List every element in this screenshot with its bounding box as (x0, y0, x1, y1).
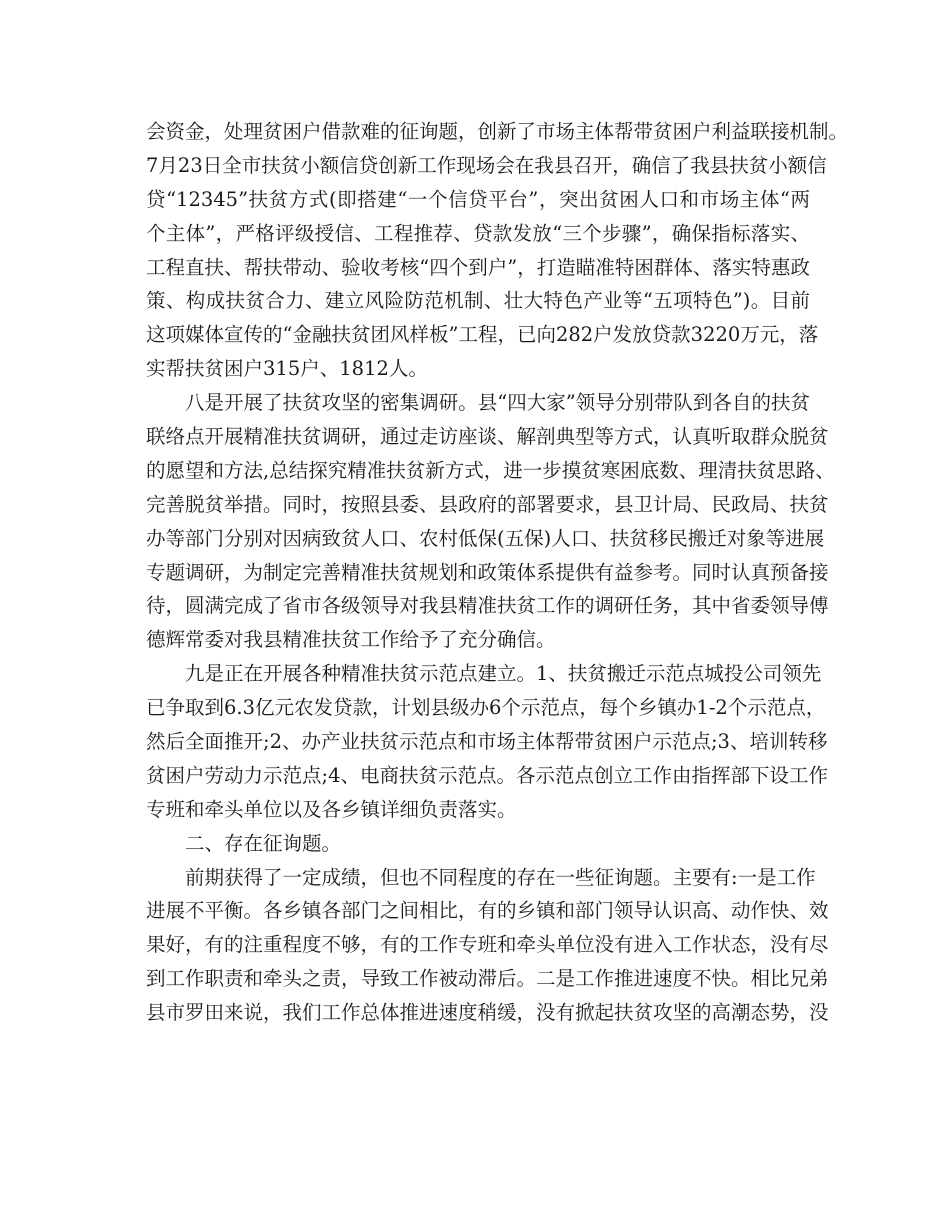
text-line: 八是开展了扶贫攻坚的密集调研。县“四大家”领导分别带队到各自的扶贫 (185, 391, 810, 415)
text-line: 策、构成扶贫合力、建立风险防范机制、壮大特色产业等“五项特色”)。目前 (146, 289, 810, 313)
text-line: 的愿望和方法,总结探究精准扶贫新方式，进一步摸贫寒困底数、理清扶贫思路、 (146, 458, 835, 482)
text-line: 专班和牵头单位以及各乡镇详细负责落实。 (146, 797, 517, 821)
text-line: 贷“12345”扶贫方式(即搭建“一个信贷平台”，突出贫困人口和市场主体“两 (146, 187, 810, 211)
text-line: 联络点开展精准扶贫调研，通过走访座谈、解剖典型等方式，认真听取群众脱贫 (146, 425, 829, 449)
text-line: 进展不平衡。各乡镇各部门之间相比，有的乡镇和部门领导认识高、动作快、效 (146, 899, 829, 923)
text-line: 德辉常委对我县精准扶贫工作给予了充分确信。 (146, 628, 556, 652)
text-line: 7月23日全市扶贫小额信贷创新工作现场会在我县召开，确信了我县扶贫小额信 (146, 153, 827, 177)
text-line: 个主体”，严格评级授信、工程推荐、贷款发放“三个步骤”，确保指标落实、 (146, 221, 810, 245)
text-line: 县市罗田来说，我们工作总体推进速度稍缓，没有掀起扶贫攻坚的高潮态势，没 (146, 1001, 829, 1025)
text-line: 办等部门分别对因病致贫人口、农村低保(五保)人口、扶贫移民搬迁对象等进展 (146, 526, 825, 550)
text-line: 这项媒体宣传的“金融扶贫团风样板”工程，已向282户发放贷款3220万元，落 (146, 323, 819, 347)
text-line: 会资金，处理贫困户借款难的征询题，创新了市场主体帮带贫困户利益联接机制。 (146, 120, 849, 143)
text-line: 完善脱贫举措。同时，按照县委、县政府的部署要求，县卫计局、民政局、扶贫 (146, 492, 829, 516)
text-line: 专题调研，为制定完善精准扶贫规划和政策体系提供有益参考。同时认真预备接 (146, 560, 829, 584)
text-line: 到工作职责和牵头之责，导致工作被动滞后。二是工作推进速度不快。相比兄弟 (146, 967, 829, 991)
text-line: 前期获得了一定成绩，但也不同程度的存在一些征询题。主要有:一是工作 (185, 865, 816, 889)
text-line: 实帮扶贫困户315户、1812人。 (146, 357, 428, 381)
document-body (146, 115, 849, 1030)
text-line: 工程直扶、帮扶带动、验收考核“四个到户”，打造瞄准特困群体、落实特惠政 (146, 255, 810, 279)
text-line: 已争取到6.3亿元农发贷款，计划县级办6个示范点，每个乡镇办1-2个示范点， (146, 696, 826, 720)
text-line: 然后全面推开;2、办产业扶贫示范点和市场主体帮带贫困户示范点;3、培训转移 (146, 730, 828, 754)
text-line: 待，圆满完成了省市各级领导对我县精准扶贫工作的调研任务，其中省委领导傅 (146, 594, 829, 618)
text-line: 二、存在征询题。 (185, 831, 342, 855)
text-line: 九是正在开展各种精准扶贫示范点建立。1、扶贫搬迁示范点城投公司领先 (185, 662, 822, 686)
text-line: 果好，有的注重程度不够，有的工作专班和牵头单位没有进入工作状态，没有尽 (146, 933, 829, 957)
text-line: 贫困户劳动力示范点;4、电商扶贫示范点。各示范点创立工作由指挥部下设工作 (146, 763, 828, 787)
